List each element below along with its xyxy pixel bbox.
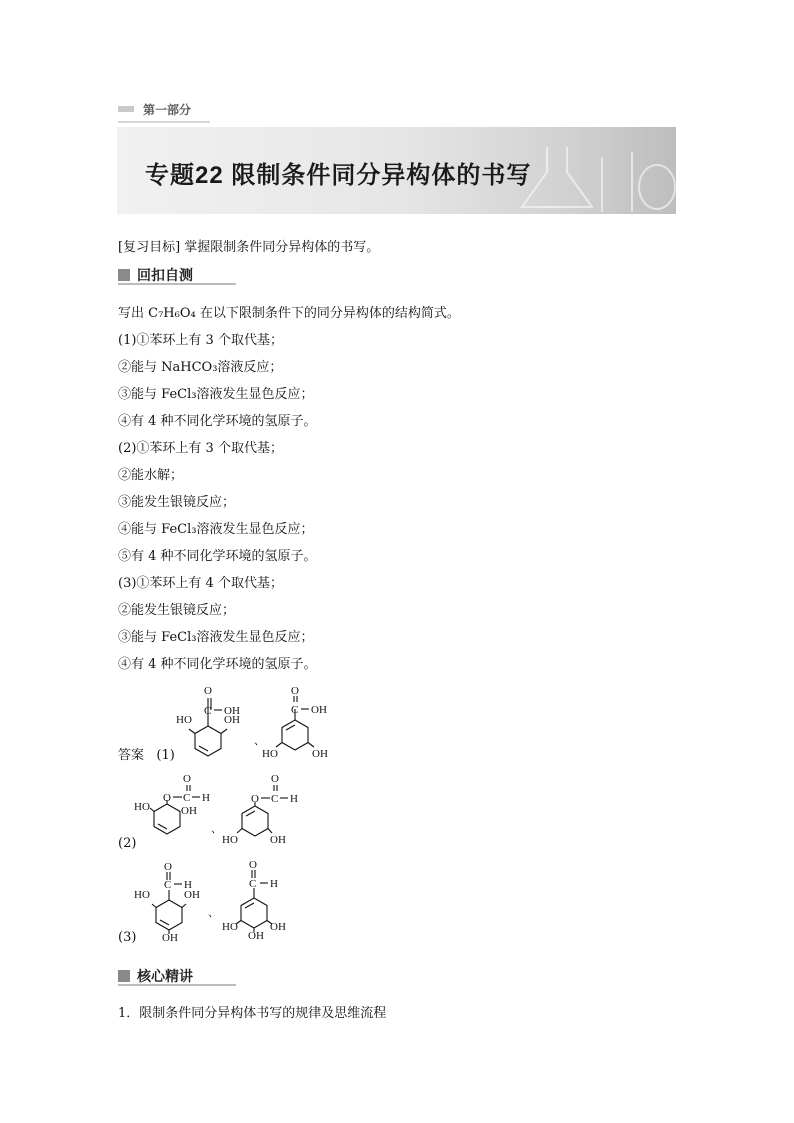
atom-label: OH — [181, 805, 197, 817]
review-objective: [复习目标] 掌握限制条件同分异构体的书写。 — [118, 240, 380, 255]
problem-intro: 写出 C₇H₆O₄ 在以下限制条件下的同分异构体的结构简式。 — [118, 306, 460, 321]
section-icon — [118, 269, 130, 281]
atom-label: C — [183, 792, 191, 804]
separator-text: 、 — [211, 823, 222, 835]
atom-label: OH — [312, 748, 328, 760]
atom-label: HO — [134, 889, 150, 901]
atom-label: C — [204, 705, 212, 717]
atom-label: HO — [222, 921, 238, 933]
condition-line: ③能与 FeCl₃溶液发生显色反应； — [118, 387, 314, 402]
condition-line: ②能与 NaHCO₃溶液反应； — [118, 360, 283, 375]
atom-label: C — [249, 878, 257, 890]
section-rule — [118, 283, 236, 285]
condition-line: ③能发生银镜反应； — [118, 495, 236, 510]
atom-label: H — [270, 878, 278, 890]
atom-label: HO — [262, 748, 278, 760]
answer-word: 答案 — [118, 748, 145, 763]
structure-2b — [237, 785, 288, 836]
condition-line: ④有 4 种不同化学环境的氢原子。 — [118, 657, 317, 672]
atom-label: O — [251, 793, 259, 805]
part-marker — [118, 106, 134, 112]
section-header-self-test — [118, 265, 193, 285]
title-banner — [117, 127, 676, 214]
answer-part-3-label: (3) — [118, 930, 137, 945]
atom-label: C — [164, 879, 172, 891]
structure-3b — [236, 870, 272, 932]
structure-3a — [152, 872, 186, 934]
atom-label: O — [163, 792, 171, 804]
atom-label: OH — [224, 714, 240, 726]
atom-label: H — [290, 793, 298, 805]
atom-label: OH — [224, 705, 240, 717]
part-label: 第一部分 — [143, 103, 192, 117]
atom-label: HO — [176, 714, 192, 726]
structure-1a — [189, 698, 227, 756]
condition-line: ②能水解； — [118, 468, 184, 483]
section-icon — [118, 970, 130, 982]
atom-label: H — [184, 879, 192, 891]
atom-label: O — [164, 861, 172, 873]
condition-line: (1)①苯环上有 3 个取代基； — [118, 333, 283, 348]
answer-part-2-label: (2) — [118, 836, 137, 851]
part-underline — [118, 121, 210, 123]
atom-label: H — [202, 792, 210, 804]
answer-part-1-label: (1) — [156, 748, 175, 763]
point-1-heading: 1．限制条件同分异构体书写的规律及思维流程 — [118, 1006, 387, 1021]
section-title: 回扣自测 — [137, 267, 193, 283]
condition-line: ③能与 FeCl₃溶液发生显色反应； — [118, 630, 314, 645]
condition-line: (3)①苯环上有 4 个取代基； — [118, 576, 283, 591]
atom-label: O — [204, 685, 212, 697]
atom-label: O — [249, 859, 257, 871]
atom-label: OH — [184, 889, 200, 901]
atom-label: O — [291, 685, 299, 697]
atom-label: OH — [162, 932, 178, 944]
answer-label — [118, 748, 175, 764]
structure-1b — [276, 696, 314, 750]
condition-line: (2)①苯环上有 3 个取代基； — [118, 441, 283, 456]
atom-label: HO — [222, 834, 238, 846]
atom-label: OH — [270, 834, 286, 846]
atom-label: O — [271, 773, 279, 785]
atom-label: OH — [248, 930, 264, 942]
atom-label: HO — [134, 801, 150, 813]
structure-2a — [150, 785, 200, 834]
page-title: 专题22 限制条件同分异构体的书写 — [145, 162, 532, 189]
atom-label: O — [183, 773, 191, 785]
section-header-core — [118, 966, 193, 986]
condition-line: ④有 4 种不同化学环境的氢原子。 — [118, 414, 317, 429]
atom-label: C — [291, 704, 299, 716]
condition-line: ④能与 FeCl₃溶液发生显色反应； — [118, 522, 314, 537]
condition-line: ②能发生银镜反应； — [118, 603, 236, 618]
atom-label: OH — [311, 704, 327, 716]
separator-text: 、 — [254, 735, 265, 747]
atom-label: OH — [270, 921, 286, 933]
separator-text: 、 — [208, 907, 219, 919]
atom-label: C — [271, 793, 279, 805]
section-rule — [118, 984, 236, 986]
condition-line: ⑤有 4 种不同化学环境的氢原子。 — [118, 549, 317, 564]
section-title: 核心精讲 — [137, 968, 193, 984]
